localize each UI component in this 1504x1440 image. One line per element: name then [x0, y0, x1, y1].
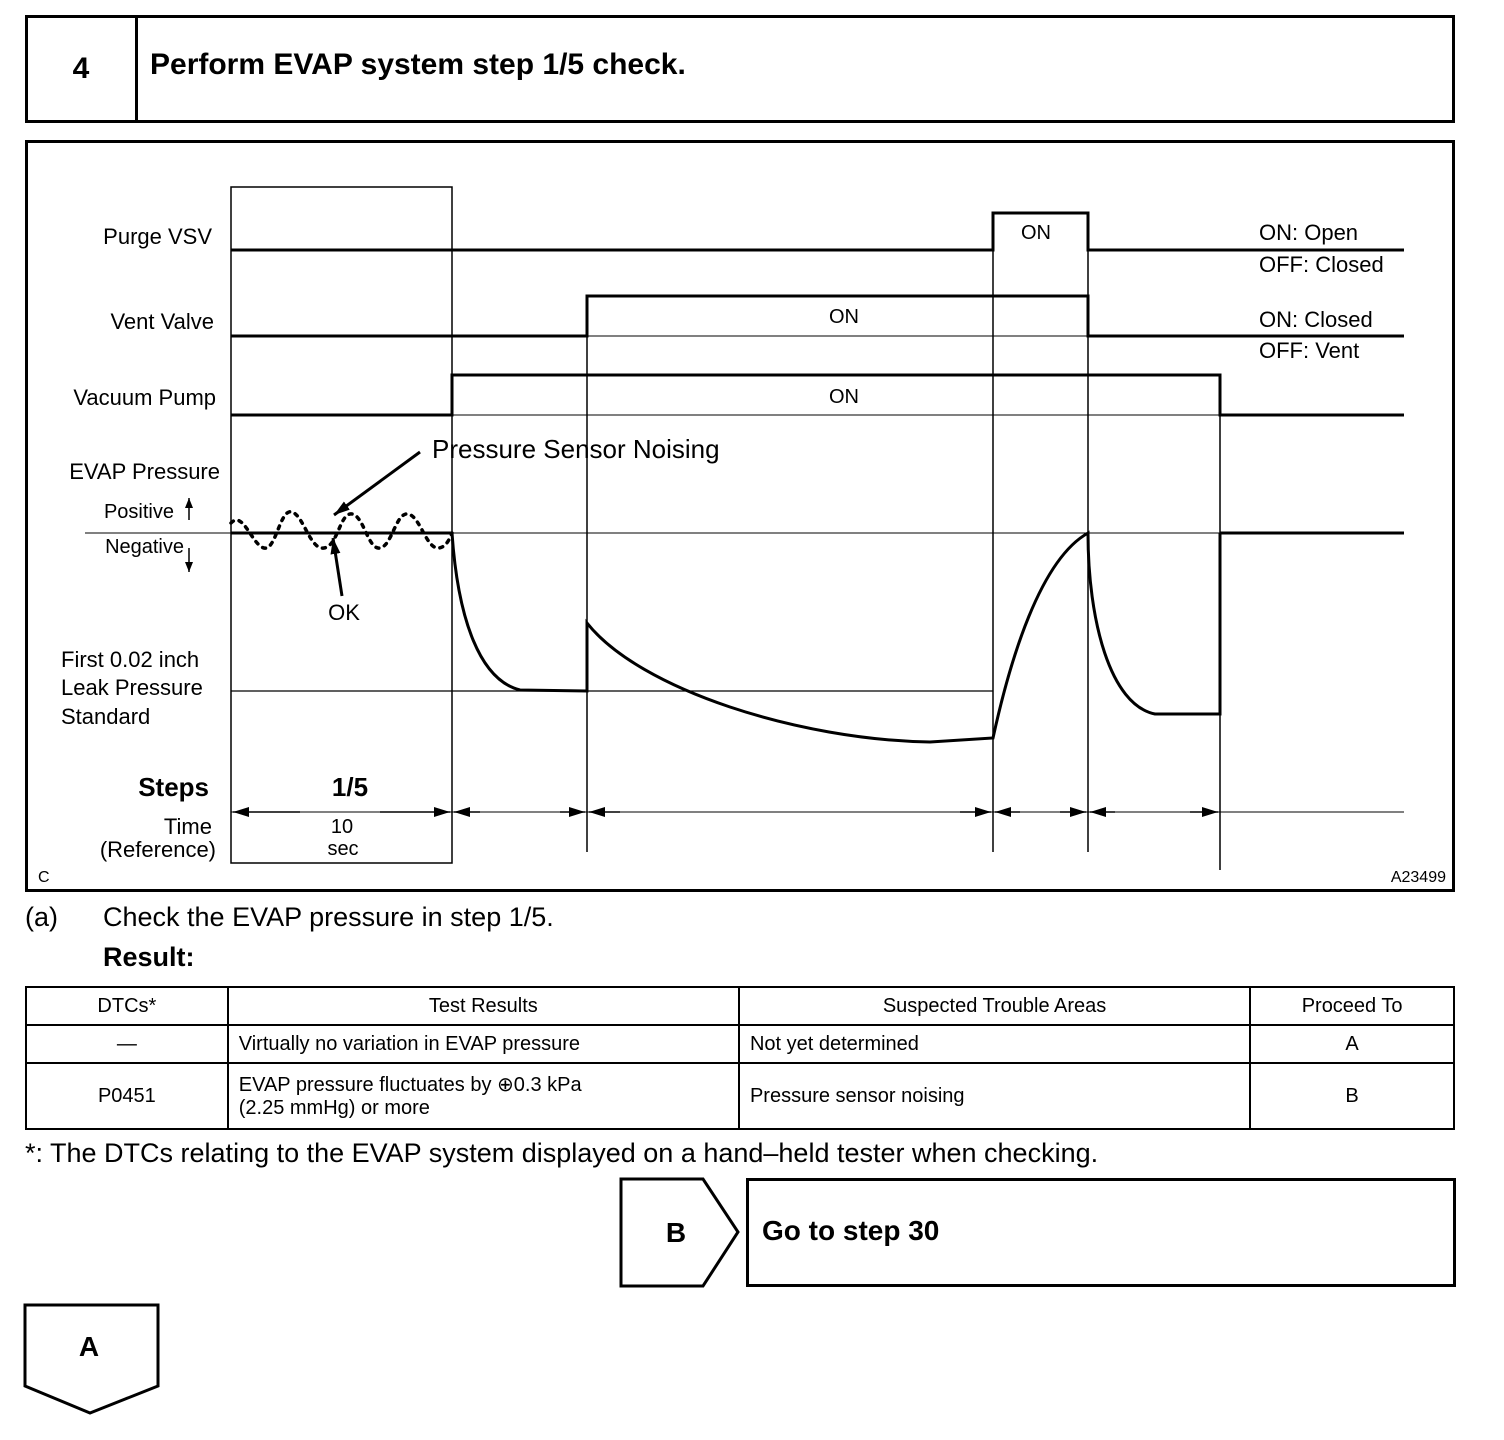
table-row [26, 1063, 1454, 1129]
step-value: 1/5 [331, 772, 369, 802]
on-purge: ON [1021, 222, 1051, 244]
duration-value: 10 [330, 816, 354, 838]
reference-label: (Reference) [99, 837, 216, 862]
branch-a-label: A [78, 1331, 100, 1362]
cell-test-result [228, 1063, 739, 1129]
instruction-text: Check the EVAP pressure in step 1/5. [103, 902, 554, 932]
branch-b-tab [618, 1176, 746, 1290]
noise-wave [231, 512, 452, 548]
label-leak-2: Leak Pressure [61, 675, 203, 700]
legend-vent-on: ON: Closed [1259, 307, 1373, 332]
result-table [25, 986, 1455, 1130]
cell-trouble-area: Pressure sensor noising [739, 1063, 1250, 1129]
duration-unit: sec [327, 838, 359, 860]
evap-pressure-curve [452, 533, 1220, 742]
table-row [26, 1025, 1454, 1063]
step-boundaries [587, 213, 1220, 870]
branch-b-action: Go to step 30 [762, 1215, 940, 1246]
steps-label: Steps [138, 772, 209, 802]
cell-trouble-area: Not yet determined [739, 1025, 1250, 1063]
header-proceed-to: Proceed To [1250, 987, 1454, 1025]
annotation-ok: OK [328, 600, 360, 625]
cell-proceed: A [1250, 1025, 1454, 1063]
annotation-noising: Pressure Sensor Noising [432, 434, 720, 464]
figure-id: A23499 [1390, 869, 1446, 886]
vacuum-pump-signal [231, 375, 1404, 415]
step-title: Perform EVAP system step 1/5 check. [150, 48, 686, 81]
header-test-results: Test Results [228, 987, 739, 1025]
label-vent-valve: Vent Valve [110, 309, 214, 334]
label-vacuum-pump: Vacuum Pump [73, 385, 216, 410]
cell-dtc: — [26, 1025, 228, 1063]
on-pump: ON [829, 386, 859, 408]
result-label: Result: [103, 942, 195, 972]
purge-vsv-signal [231, 213, 1404, 250]
branch-b-label: B [665, 1217, 687, 1248]
branch-a-tab [22, 1302, 162, 1418]
instruction-marker: (a) [25, 902, 58, 932]
cell-test-result: Virtually no variation in EVAP pressure [228, 1025, 739, 1063]
label-leak-1: First 0.02 inch [61, 647, 200, 672]
cell-proceed: B [1250, 1063, 1454, 1129]
vent-valve-signal [231, 296, 1404, 336]
on-vent: ON [829, 306, 859, 328]
test-result-line1: EVAP pressure fluctuates by ⊕0.3 kPa [238, 1074, 582, 1096]
header-dtcs: DTCs* [26, 987, 228, 1025]
time-label: Time [163, 814, 212, 839]
label-positive: Positive [103, 501, 174, 523]
table-header-row [26, 987, 1454, 1025]
legend-vent-off: OFF: Vent [1259, 338, 1360, 363]
header-trouble-areas: Suspected Trouble Areas [739, 987, 1250, 1025]
legend-purge-off: OFF: Closed [1259, 252, 1384, 277]
cell-dtc: P0451 [26, 1063, 228, 1129]
step-number: 4 [72, 51, 90, 85]
footnote: *: The DTCs relating to the EVAP system displayed on a hand–held tester when checking. [25, 1138, 1099, 1168]
label-negative: Negative [105, 536, 184, 558]
label-purge-vsv: Purge VSV [103, 224, 212, 249]
test-result-line2: (2.25 mmHg) or more [238, 1097, 430, 1119]
label-leak-3: Standard [61, 704, 151, 729]
corner-label: C [38, 869, 50, 886]
legend-purge-on: ON: Open [1259, 220, 1359, 245]
label-evap-pressure: EVAP Pressure [69, 459, 220, 484]
